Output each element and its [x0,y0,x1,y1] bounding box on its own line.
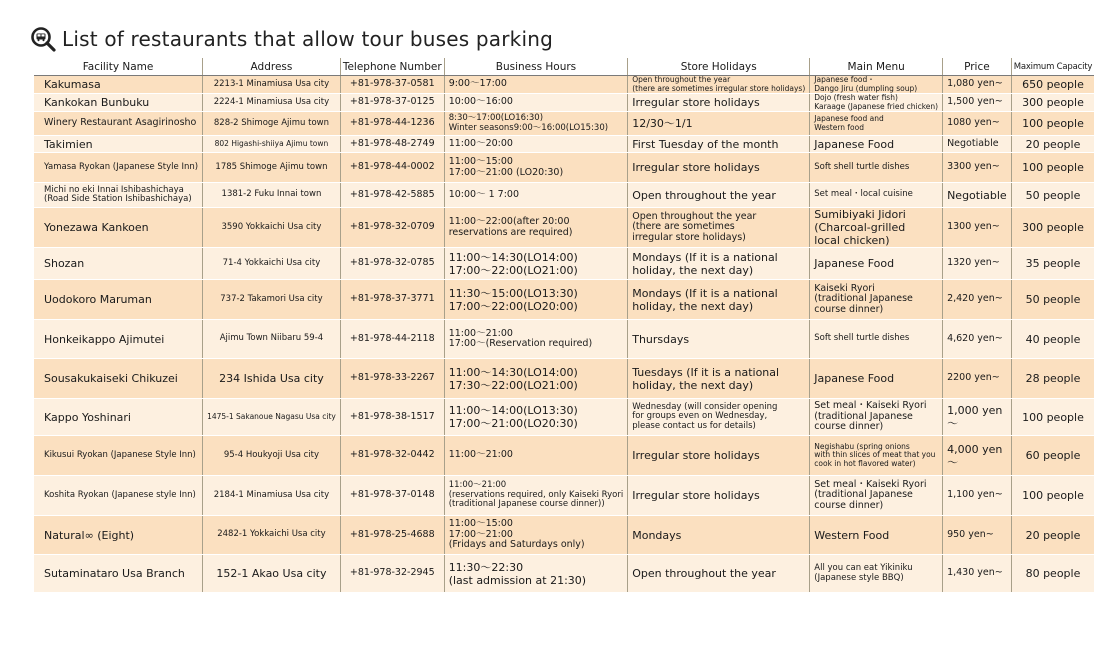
cell-line: 17:00～21:00(LO20:30) [448,417,578,430]
main-menu-cell [810,248,943,280]
table-row [34,153,1094,183]
cell-line: irregular store holidays) [632,231,746,243]
address-cell [203,112,341,136]
business-hours-cell [444,320,628,359]
cell-line: Ajimu Town Niibaru 59-4 [219,333,324,344]
main-menu-cell [810,76,943,94]
cell-line: 17:00～21:00 (LO20:30) [448,166,564,178]
store-holidays-cell [628,153,810,183]
column-header: Business Hours [444,58,628,76]
facility-name-cell [34,183,203,208]
store-holidays-cell [628,208,810,248]
phone-cell: +81-978-32-0442 [340,436,444,476]
capacity-cell: 50 people [1011,183,1094,208]
cell-line: (there are sometimes irregular store holidays) [632,83,806,93]
column-header: Maximum Capacity [1011,58,1094,76]
cell-line: with thin slices of meat that you [814,450,936,460]
address-cell [203,208,341,248]
cell-line: Koshita Ryokan (Japanese style Inn) [44,489,196,500]
column-header: Store Holidays [628,58,810,76]
address-cell [203,248,341,280]
price-cell: Negotiable [943,183,1012,208]
cell-line: Thursdays [632,332,690,346]
capacity-cell: 60 people [1011,436,1094,476]
business-hours-cell [444,153,628,183]
cell-line: 10:00～ 1 7:00 [448,188,519,200]
address-cell [203,94,341,112]
facility-name-cell [34,153,203,183]
price-cell: 1,100 yen~ [943,476,1012,516]
cell-line: Takimien [44,137,93,151]
cell-line: 1785 Shimoge Ajimu town [215,161,328,172]
main-menu-cell [810,436,943,476]
phone-cell: +81-978-42-5885 [340,183,444,208]
cell-line: 11:00～20:00 [448,137,513,149]
cell-line: (traditional Japanese [814,489,913,501]
phone-cell: +81-978-32-0785 [340,248,444,280]
phone-cell: +81-978-32-2945 [340,555,444,593]
main-menu-cell [810,320,943,359]
table-row [34,94,1094,112]
cell-line: 11:00～14:30(LO14:00) [448,365,578,379]
address-cell [203,183,341,208]
store-holidays-cell [628,280,810,320]
business-hours-cell [444,183,628,208]
cell-line: Negishabu (spring onions [814,441,910,451]
address-cell [203,555,341,593]
cell-line: (Road Side Station Ishibashichaya) [44,194,192,204]
cell-line: 9:00～17:00 [448,78,507,90]
cell-line: course dinner) [814,421,884,433]
business-hours-cell [444,136,628,153]
cell-line: Yonezawa Kankoen [44,221,149,234]
cell-line: Mondays (If it is a national [632,286,778,300]
capacity-cell: 35 people [1011,248,1094,280]
cell-line: Wednesday (will consider opening [632,401,778,412]
table-row [34,76,1094,94]
cell-line: Karaage (Japanese fried chicken) [814,101,939,111]
cell-line: Dojo (fresh water fish) [814,93,898,102]
cell-line: 12/30～1/1 [632,117,693,130]
cell-line: 11:00～21:00 [448,327,513,339]
address-cell [203,516,341,555]
cell-line: please contact us for details) [632,420,756,431]
table-row [34,555,1094,593]
facility-name-cell [34,94,203,112]
cell-line: 1475-1 Sakanoue Nagasu Usa city [207,411,336,421]
cell-line: holiday, the next day) [632,263,754,277]
cell-line: Japanese Food [814,137,895,151]
main-menu-cell [810,136,943,153]
phone-cell: +81-978-32-0709 [340,208,444,248]
column-header: Main Menu [810,58,943,76]
cell-line: 17:30～22:00(LO21:00) [448,378,578,392]
cell-line: Set meal・Kaiseki Ryori [814,478,927,490]
table-row [34,359,1094,399]
cell-line: 17:00～21:00 [448,528,513,540]
cell-line: (there are sometimes [632,221,735,233]
cell-line: Mondays [632,528,682,542]
table-row [34,320,1094,359]
cell-line: Irregular store holidays [632,449,760,462]
cell-line: 11:00～15:00 [448,156,513,167]
capacity-cell: 300 people [1011,94,1094,112]
address-cell [203,76,341,94]
store-holidays-cell [628,94,810,112]
column-header: Address [203,58,341,76]
main-menu-cell [810,94,943,112]
main-menu-cell [810,399,943,436]
address-cell [203,280,341,320]
facility-name-cell [34,248,203,280]
cell-line: (reservations required, only Kaiseki Ryori [448,489,624,500]
main-menu-cell [810,208,943,248]
cell-line: Yamasa Ryokan (Japanese Style Inn) [44,161,199,172]
phone-cell: +81-978-37-0125 [340,94,444,112]
table-row [34,436,1094,476]
cell-line: Western food [814,122,864,132]
cell-line: 17:00～22:00(LO20:00) [448,299,578,313]
facility-name-cell [34,76,203,94]
phone-cell: +81-978-44-1236 [340,112,444,136]
cell-line: Uodokoro Maruman [44,293,152,306]
store-holidays-cell [628,320,810,359]
capacity-cell: 300 people [1011,208,1094,248]
business-hours-cell [444,436,628,476]
phone-cell: +81-978-44-2118 [340,320,444,359]
facility-name-cell [34,208,203,248]
business-hours-cell [444,399,628,436]
store-holidays-cell [628,399,810,436]
capacity-cell: 20 people [1011,136,1094,153]
cell-line: 234 Ishida Usa city [219,372,324,385]
main-menu-cell [810,359,943,399]
column-header: Facility Name [34,58,203,76]
phone-cell: +81-978-25-4688 [340,516,444,555]
store-holidays-cell [628,555,810,593]
table-header-row [34,58,1094,76]
main-menu-cell [810,153,943,183]
cell-line: Japanese food and [814,114,884,123]
cell-line: 71-4 Yokkaichi Usa city [222,257,321,268]
cell-line: (Japanese style BBQ) [814,572,904,583]
business-hours-cell [444,248,628,280]
cell-line: 11:00～15:00 [448,518,513,530]
cell-line: (traditional Japanese course dinner)) [448,499,605,510]
cell-line: Sutaminataro Usa Branch [44,567,185,580]
price-cell: 1,500 yen~ [943,94,1012,112]
cell-line: Winery Restaurant Asagirinosho [44,117,197,129]
page-header [30,26,553,52]
cell-line: Michi no eki Innai Ishibashichaya [44,184,184,195]
cell-line: First Tuesday of the month [632,137,779,151]
store-holidays-cell [628,248,810,280]
store-holidays-cell [628,476,810,516]
price-cell: 1320 yen~ [943,248,1012,280]
cell-line: Irregular store holidays [632,161,760,174]
table-row [34,399,1094,436]
cell-line: 1381-2 Fuku Innai town [221,189,322,200]
main-menu-cell [810,183,943,208]
capacity-cell: 50 people [1011,280,1094,320]
cell-line: reservations are required) [448,226,573,238]
table-row [34,112,1094,136]
cell-line: holiday, the next day) [632,378,754,392]
address-cell [203,359,341,399]
capacity-cell: 100 people [1011,399,1094,436]
capacity-cell: 100 people [1011,476,1094,516]
phone-cell: +81-978-48-2749 [340,136,444,153]
cell-line: Soft shell turtle dishes [814,161,910,172]
price-cell: 2200 yen~ [943,359,1012,399]
cell-line: 17:00～(Reservation required) [448,338,593,349]
price-cell: 1080 yen~ [943,112,1012,136]
cell-line: 95-4 Houkyoji Usa city [223,449,320,460]
cell-line: for groups even on Wednesday, [632,411,768,422]
price-cell: 1300 yen~ [943,208,1012,248]
cell-line: 11:00～21:00 [448,480,507,491]
cell-line: Open throughout the year [632,210,757,222]
cell-line: All you can eat Yikiniku [814,563,913,573]
business-hours-cell [444,280,628,320]
cell-line: 10:00～16:00 [448,96,513,108]
cell-line: 11:00～14:30(LO14:00) [448,250,578,264]
cell-line: 2224-1 Minamiusa Usa city [213,96,330,107]
cell-line: Kaiseki Ryori [814,282,875,294]
business-hours-cell [444,94,628,112]
business-hours-cell [444,112,628,136]
address-cell [203,399,341,436]
cell-line: holiday, the next day) [632,299,754,313]
address-cell [203,476,341,516]
capacity-cell: 650 people [1011,76,1094,94]
table-row [34,476,1094,516]
capacity-cell: 80 people [1011,555,1094,593]
cell-line: Natural∞ (Eight) [44,528,135,542]
store-holidays-cell [628,183,810,208]
cell-line: Soft shell turtle dishes [814,333,910,344]
business-hours-cell [444,76,628,94]
price-cell: 4,000 yen～ [943,436,1012,476]
cell-line: cook in hot flavored water) [814,458,916,468]
business-hours-cell [444,476,628,516]
table-row [34,208,1094,248]
store-holidays-cell [628,76,810,94]
cell-line: local chicken) [814,234,890,247]
cell-line: 11:00～21:00 [448,449,513,461]
cell-line: (Fridays and Saturdays only) [448,539,585,551]
facility-name-cell [34,280,203,320]
cell-line: (last admission at 21:30) [448,573,587,587]
cell-line: Kankokan Bunbuku [44,96,150,109]
facility-name-cell [34,476,203,516]
cell-line: course dinner) [814,303,884,315]
phone-cell: +81-978-37-0148 [340,476,444,516]
facility-name-cell [34,320,203,359]
cell-line: 11:30～22:30 [448,560,524,574]
cell-line: 737-2 Takamori Usa city [220,293,323,304]
main-menu-cell [810,280,943,320]
cell-line: Japanese Food [814,372,895,385]
cell-line: (traditional Japanese [814,293,913,305]
main-menu-cell [810,555,943,593]
column-header: Telephone Number [340,58,444,76]
phone-cell: +81-978-33-2267 [340,359,444,399]
cell-line: Set meal・Kaiseki Ryori [814,400,927,412]
facility-name-cell [34,555,203,593]
price-cell: 4,620 yen~ [943,320,1012,359]
cell-line: Irregular store holidays [632,96,760,109]
business-hours-cell [444,359,628,399]
main-menu-cell [810,112,943,136]
store-holidays-cell [628,436,810,476]
phone-cell: +81-978-38-1517 [340,399,444,436]
business-hours-cell [444,516,628,555]
cell-line: Kikusui Ryokan (Japanese Style Inn) [44,449,196,460]
cell-line: Irregular store holidays [632,489,760,502]
price-cell: 950 yen~ [943,516,1012,555]
cell-line: (traditional Japanese [814,410,913,422]
store-holidays-cell [628,112,810,136]
business-hours-cell [444,555,628,593]
capacity-cell: 20 people [1011,516,1094,555]
cell-line: Honkeikappo Ajimutei [44,332,165,346]
cell-line: 2213-1 Minamiusa Usa city [213,78,330,89]
cell-line: 3590 Yokkaichi Usa city [221,221,322,232]
price-cell: Negotiable [943,136,1012,153]
cell-line: 152-1 Akao Usa city [216,567,327,580]
cell-line: Tuesdays (If it is a national [632,365,780,379]
cell-line: (Charcoal-grilled [814,221,906,234]
facility-name-cell [34,436,203,476]
table-row [34,280,1094,320]
cell-line: Sumibiyaki Jidori [814,208,906,221]
capacity-cell: 28 people [1011,359,1094,399]
page-title: List of restaurants that allow tour buses parking [62,27,553,51]
price-cell: 2,420 yen~ [943,280,1012,320]
price-cell: 1,080 yen~ [943,76,1012,94]
facility-name-cell [34,359,203,399]
cell-line: Mondays (If it is a national [632,250,778,264]
price-cell: 1,000 yen～ [943,399,1012,436]
cell-line: 802 Higashi-shiiya Ajimu town [214,138,329,148]
facility-name-cell [34,136,203,153]
cell-line: Kappo Yoshinari [44,410,131,424]
cell-line: 11:00～14:00(LO13:30) [448,404,578,417]
phone-cell: +81-978-37-3771 [340,280,444,320]
main-menu-cell [810,516,943,555]
cell-line: 2482-1 Yokkaichi Usa city [217,529,326,540]
address-cell [203,136,341,153]
column-header: Price [943,58,1012,76]
main-menu-cell [810,476,943,516]
cell-line: Japanese Food [814,257,895,270]
business-hours-cell [444,208,628,248]
restaurant-table [34,58,1094,593]
facility-name-cell [34,399,203,436]
store-holidays-cell [628,359,810,399]
cell-line: Shozan [44,257,85,270]
capacity-cell: 40 people [1011,320,1094,359]
cell-line: 8:30～17:00(LO16:30) [448,113,544,123]
facility-name-cell [34,112,203,136]
capacity-cell: 100 people [1011,153,1094,183]
phone-cell: +81-978-37-0581 [340,76,444,94]
cell-line: Sousakukaiseki Chikuzei [44,372,178,385]
cell-line: 17:00～22:00(LO21:00) [448,263,578,277]
cell-line: Japanese food・ [814,75,875,84]
cell-line: Kakumasa [44,78,101,91]
price-cell: 3300 yen~ [943,153,1012,183]
phone-cell: +81-978-44-0002 [340,153,444,183]
cell-line: Winter seasons9:00～16:00(LO15:30) [448,122,609,133]
address-cell [203,320,341,359]
cell-line: course dinner) [814,499,884,511]
table-row [34,248,1094,280]
capacity-cell: 100 people [1011,112,1094,136]
cell-line: 2184-1 Minamiusa Usa city [213,489,330,500]
price-cell: 1,430 yen~ [943,555,1012,593]
table-row [34,516,1094,555]
bus-search-icon [30,26,56,52]
store-holidays-cell [628,136,810,153]
address-cell [203,153,341,183]
table-row [34,136,1094,153]
address-cell [203,436,341,476]
cell-line: 11:00～22:00(after 20:00 [448,216,570,227]
cell-line: Western Food [814,528,890,542]
cell-line: Set meal・local cuisine [814,189,913,200]
facility-name-cell [34,516,203,555]
cell-line: Dango Jiru (dumpling soup) [814,83,918,93]
table-row [34,183,1094,208]
store-holidays-cell [628,516,810,555]
cell-line: Open throughout the year [632,567,776,580]
cell-line: 11:30～15:00(LO13:30) [448,286,578,300]
cell-line: Open throughout the year [632,188,776,202]
cell-line: 828-2 Shimoge Ajimu town [213,117,330,128]
cell-line: Open throughout the year [632,75,731,84]
